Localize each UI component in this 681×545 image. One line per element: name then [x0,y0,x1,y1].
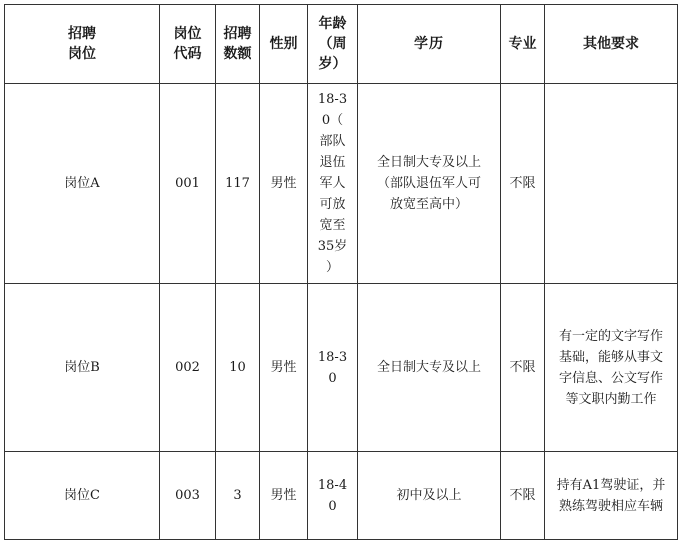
cell-age: 18-3 0 [308,284,358,452]
header-education: 学历 [358,5,501,84]
cell-education: 全日制大专及以上 （部队退伍军人可 放宽至高中） [358,84,501,284]
header-age: 年龄 （周 岁） [308,5,358,84]
cell-major: 不限 [501,84,545,284]
header-row [5,5,678,84]
cell-code: 003 [160,452,216,540]
cell-age: 18-4 0 [308,452,358,540]
cell-position: 岗位B [5,284,160,452]
cell-code: 001 [160,84,216,284]
cell-count: 117 [216,84,260,284]
cell-other: 有一定的文字写作 基础，能够从事文 字信息、公文写作 等文职内勤工作 [545,284,678,452]
cell-other [545,84,678,284]
table-row [5,284,678,452]
header-major: 专业 [501,5,545,84]
header-count: 招聘 数额 [216,5,260,84]
header-other: 其他要求 [545,5,678,84]
header-position: 招聘 岗位 [5,5,160,84]
cell-other: 持有A1驾驶证，并 熟练驾驶相应车辆 [545,452,678,540]
cell-gender: 男性 [260,84,308,284]
table-row [5,452,678,540]
cell-position: 岗位A [5,84,160,284]
cell-position: 岗位C [5,452,160,540]
cell-age: 18-3 0（ 部队 退伍 军人 可放 宽至 35岁 ） [308,84,358,284]
header-gender: 性别 [260,5,308,84]
cell-count: 10 [216,284,260,452]
cell-education: 全日制大专及以上 [358,284,501,452]
cell-gender: 男性 [260,284,308,452]
cell-major: 不限 [501,452,545,540]
cell-gender: 男性 [260,452,308,540]
table-row [5,84,678,284]
header-code: 岗位 代码 [160,5,216,84]
cell-count: 3 [216,452,260,540]
cell-major: 不限 [501,284,545,452]
recruitment-table [4,4,678,540]
cell-education: 初中及以上 [358,452,501,540]
cell-code: 002 [160,284,216,452]
